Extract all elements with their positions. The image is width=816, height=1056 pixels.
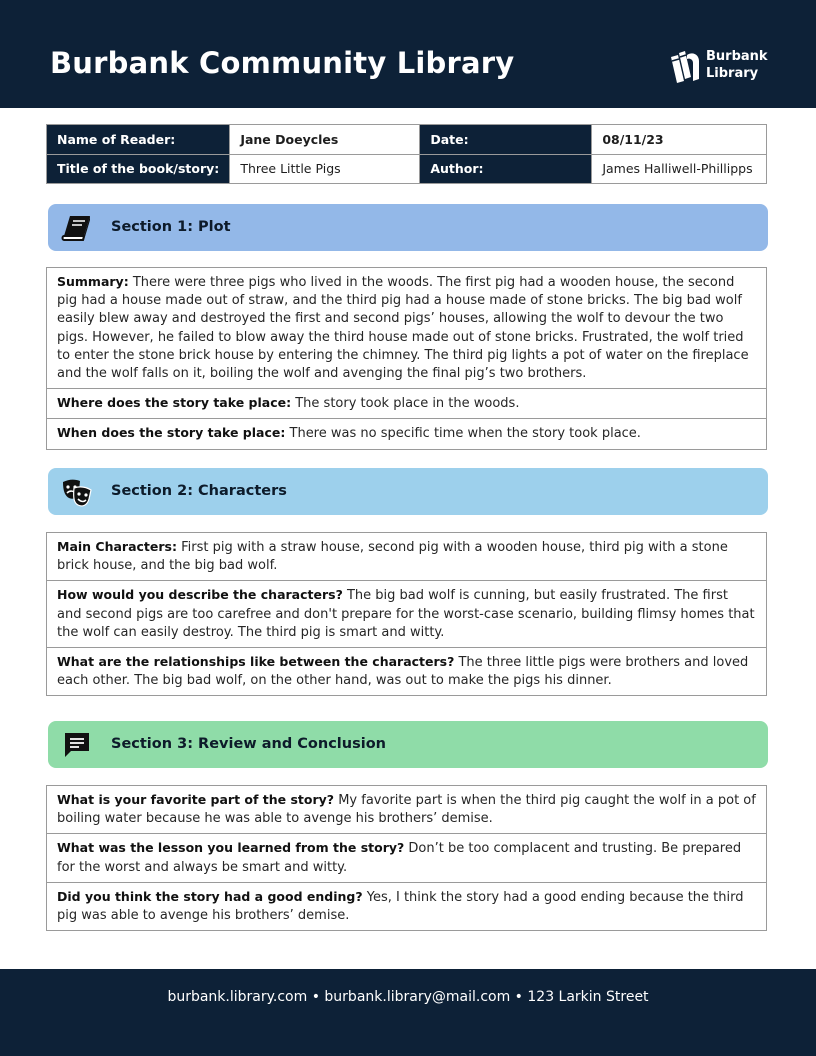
author-value: James Halliwell-Phillipps [592,154,767,184]
footer [0,969,816,1056]
books-icon [669,49,701,85]
reader-label: Name of Reader: [47,125,230,155]
logo [669,48,779,88]
question-label: What is your favorite part of the story? [57,792,335,807]
question-label: Main Characters: [57,539,177,554]
logo-line-1: Burbank [706,49,768,64]
footer-contact: burbank.library.com • burbank.library@mail.com • 123 Larkin Street [167,989,649,1005]
comment-icon [61,729,93,761]
header [0,0,816,108]
list-item [47,418,766,448]
list-item [47,580,766,647]
date-label: Date: [420,125,592,155]
question-label: What was the lesson you learned from the story? [57,840,405,856]
section-2-title: Section 2: Characters [111,483,287,499]
reader-info-table [46,124,767,184]
answer-text: The story took place in the woods. [291,396,520,412]
answer-text: Don’t be too complacent and trusting. Be prepared for the worst and always be smart and witty. [57,841,742,875]
answer-text: There were three pigs who lived in the woods. The first pig had a wooden house, the second pig had a house made out of straw, and the third pig had a house made of stone bricks. The big bad wolf easily blew away and destroyed the first and second pigs’ houses, allowing the wolf to devour the two pigs. However, he failed to blow away the third house made out of stone bricks. Frustrated, the wolf tried to enter the stone brick house by entering the chimney. The third pig lights a pot of water on the fireplace and the wolf falls on it, boiling the wolf and avenging the final pig’s two brothers. [57,275,749,382]
section-2-header [48,468,768,515]
list-item [47,882,766,930]
page-title: Burbank Community Library [50,46,515,80]
list-item [47,533,766,580]
section-1-title: Section 1: Plot [111,219,231,235]
question-label: When does the story take place: [57,425,286,441]
question-label: What are the relationships like between the characters? [57,654,455,670]
answer-text: The big bad wolf is cunning, but easily frustrated. The first and second pigs are too carefree and don't prepare for the worst-case scenario, building flimsy homes that the wolf can easily destroy. The third pig is smart and witty. [57,588,755,640]
answer-text: There was no specific time when the story took place. [285,426,641,442]
question-label: Where does the story take place: [57,395,292,411]
reader-value: Jane Doeycles [230,125,420,155]
table-row [47,125,767,155]
question-label: Did you think the story had a good ending? [57,888,363,904]
section-2-content [46,532,767,696]
list-item [47,647,766,695]
book-label: Title of the book/story: [47,154,230,184]
logo-line-2: Library [706,66,759,81]
section-1-header [48,204,768,251]
answer-text: My favorite part is when the third pig caught the wolf in a pot of boiling water because he was able to avenge his brothers’ demise. [57,793,756,827]
list-item [47,268,766,388]
list-item [47,786,766,833]
book-value: Three Little Pigs [230,154,420,184]
section-3-content [46,785,767,931]
list-item [47,833,766,881]
answer-text: First pig with a straw house, second pig with a wooden house, third pig with a stone brick house, and the big bad wolf. [57,540,728,574]
author-label: Author: [420,154,592,184]
list-item [47,388,766,418]
section-1-content [46,267,767,450]
date-value: 08/11/23 [592,125,767,155]
answer-text: The three little pigs were brothers and loved each other. The big bad wolf, on the other hand, was out to make the pigs his dinner. [57,655,749,689]
section-3-title: Section 3: Review and Conclusion [111,736,386,752]
question-label: Summary: [57,274,129,289]
section-3-header [48,721,768,768]
table-row [47,154,767,184]
answer-text: Yes, I think the story had a good ending because the third pig was able to avenge his brothers’ demise. [57,889,744,924]
theater-masks-icon [61,476,93,508]
question-label: How would you describe the characters? [57,587,343,603]
book-icon [61,212,93,244]
